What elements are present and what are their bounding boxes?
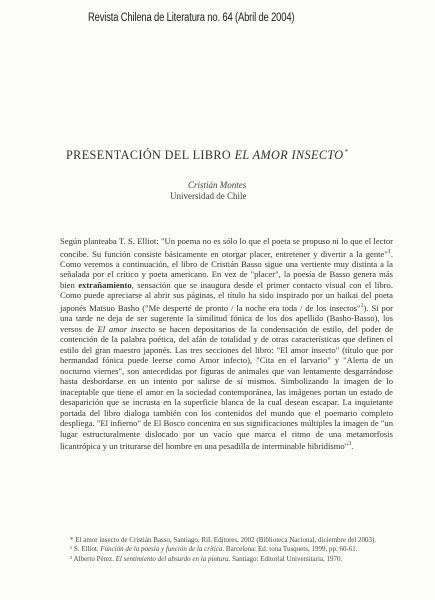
author-name: Cristián Montes [188,180,247,190]
running-head: Revista Chilena de Literatura no. 64 (Abril de 2004) [88,12,295,24]
footnotes [60,536,393,564]
footnote-text: . Santiago: Editorial Universitaria, 1970. [228,554,343,563]
footnote [60,555,393,563]
footnote-mark: ² [70,554,73,563]
footnote-ref: 1 [387,248,391,255]
article-title [66,148,386,163]
footnote-text: El amor insecto de Cristián Basso, Santiago, RiL Editores, 2002 (Biblioteca Nacional, diciembre del 2003). [73,536,377,544]
footnote-italic: Función de la poesía y función de la crítica [100,545,223,554]
footnote-ref: 1 [360,302,364,309]
body-text: ). Si por una tarde ne deja de ser sugerente la similitud fónica de los dos apellido (Basho-Basso), los versos de [60,302,393,334]
footnote [60,536,393,544]
body-text: Según planteaba T. S. Elliot: "Un poema no es sólo lo que el poeta se propuso ni lo que el lector concibe. Su función consiste básicamente en otorgar placer, entretener y divertir a la gente" [60,236,393,259]
footnote-text: S. Elliot. [72,545,101,554]
title-italic: EL AMOR INSECTO [234,148,344,162]
footnote-text: . Barcelona: Ed. tona Tusquets, 1999, pp. 60-61. [222,545,358,554]
body-text: se hacen depositarios de la condensación de estilo, del poder de contención de la palabra poética, del afán de totalidad y de otras características que definen el estilo del gran maestro japonés. Las tres secciones del libro: "El amor insecto" (título que por hermandad fónica puede leerse como Amor infecto), "Cita en el larvario" y "Alerta de un nocturno viernes", son antecedidas por figuras de animales que van lentamente desgarrándose hasta desbordarse en un intento por salirse de sí mismos. Simbolizando la imagen de lo inaceptable que tiene el amor en la sociedad contemporánea, las imágenes portan un estado de desaparición que se incrusta en la superficie blanca de la cual desean escapar. La inquietante portada del libro dialoga también con los contenidos del mundo que el poemario completo despliega. "El infierno" de El Bosco concentra en sus significaciones múltiples la imagen de "un lugar estructuralmente dislocado por un vacío que marca el ritmo de una metamorfosis licantrópica y un triturarse del hombre en una pesadilla de interminable hibridismo" [60,323,394,452]
footnote [60,545,393,553]
body-paragraph [60,236,393,452]
footnote-italic: El sentimiento del absurdo en la pintura [115,554,229,563]
footnote-ref: 3 [348,441,352,448]
author-affiliation: Universidad de Chile [170,191,247,201]
body-text: . Como veremos a continuación, el libro de Cristián Basso sigue una vertiente muy distinta a la señalada por el crítico y poeta americano. En vez de "placer", la poesía de Basso genera más bien [60,248,393,290]
body-emphasis: extrañamiento [78,279,132,290]
footnote-text: Alberto Pérez. [72,554,116,563]
article-body [60,236,393,452]
body-italic: El amor insecto [97,323,156,334]
footnote-mark: * [70,536,74,544]
footnote-mark: ¹ [70,545,73,554]
body-text: . [351,441,354,452]
title-main: PRESENTACIÓN DEL LIBRO [66,148,235,162]
body-text: , sensación que se inaugura desde el primer contacto visual con el libro. Como puede apreciarse al abrir sus páginas, el título ha sido inspirado por un haikai del poeta japonés Matsuo Basho ("Me desperté de pronto / la noche era toda / de los insectos" [60,279,393,313]
title-footnote-mark: * [344,148,349,156]
